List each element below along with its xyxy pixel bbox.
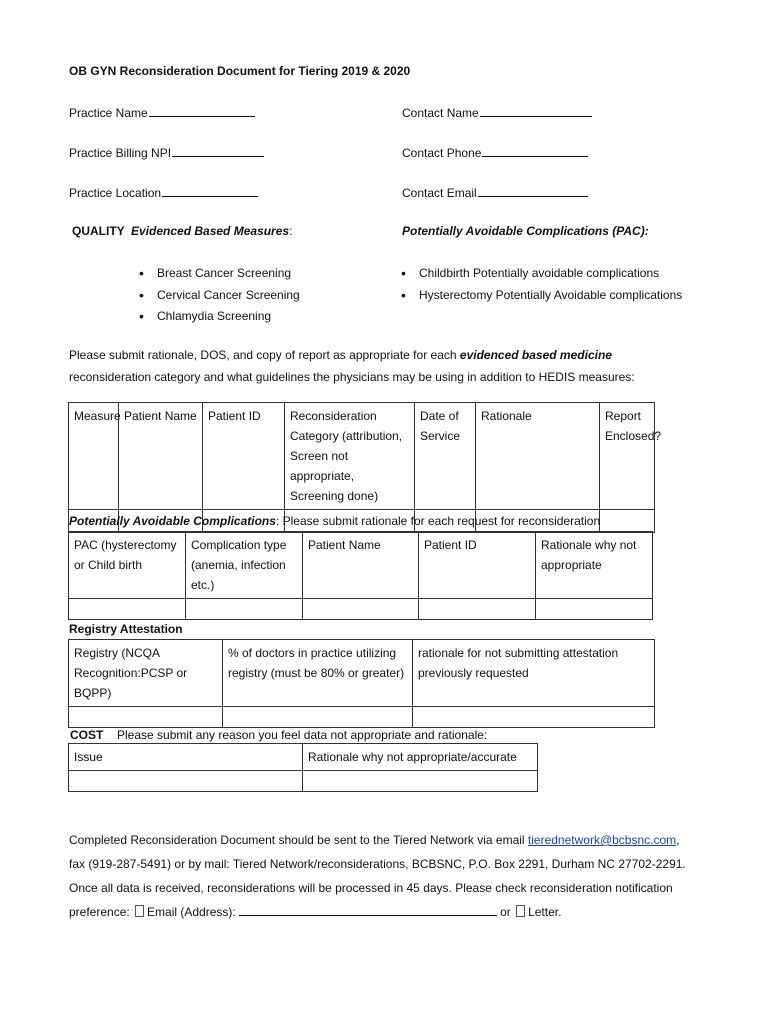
header-percent-doctors: % of doctors in practice utilizing registry (must be 80% or greater): [223, 640, 413, 707]
header-measure: Measure: [69, 403, 119, 510]
list-item: • Breast Cancer Screening: [139, 265, 300, 287]
ebm-heading: [131, 224, 292, 238]
contact-email-field[interactable]: [402, 184, 588, 200]
ebm-heading-colon: :: [289, 224, 293, 238]
registry-table: [68, 639, 655, 728]
table-header-row: [69, 640, 655, 707]
table-cell[interactable]: [223, 707, 413, 728]
footer-text-2: , fax (919-287-5491) or by mail: Tiered Network/reconsiderations, BCBSNC, P.O. Box 2291, Durham NC 27702-2291. Once all data is received, reconsiderations will be processed in 45 days. Please check reconsideration notification preference:: [69, 833, 686, 919]
registry-heading: Registry Attestation: [69, 622, 183, 636]
cost-label: COST: [70, 728, 104, 742]
list-item: • Hysterectomy Potentially Avoidable complications: [401, 287, 682, 309]
header-rationale-why-not: Rationale why not appropriate: [536, 532, 653, 599]
header-date-of-service: Date of Service: [415, 403, 476, 510]
header-patient-id: Patient ID: [419, 532, 536, 599]
table-cell[interactable]: [69, 771, 303, 792]
submission-instructions: [69, 828, 694, 924]
list-item: • Cervical Cancer Screening: [139, 287, 300, 309]
header-pac-type: PAC (hysterectomy or Child birth: [69, 532, 186, 599]
practice-billing-npi-field[interactable]: [69, 144, 264, 160]
contact-name-field[interactable]: [402, 104, 592, 120]
header-registry: Registry (NCQA Recognition:PCSP or BQPP): [69, 640, 223, 707]
header-patient-id: Patient ID: [203, 403, 285, 510]
table-cell[interactable]: [303, 771, 538, 792]
table-header-row: [69, 532, 653, 599]
ebm-measure-list: [139, 265, 300, 330]
contact-phone-field[interactable]: [402, 144, 588, 160]
practice-name-field[interactable]: [69, 104, 255, 120]
email-preference-checkbox[interactable]: [135, 905, 144, 917]
pac-section-title: Potentially Avoidable Complications: [69, 514, 276, 528]
table-cell[interactable]: [413, 707, 655, 728]
quality-label: QUALITY: [72, 224, 125, 238]
header-complication-type: Complication type (anemia, infection etc.): [186, 532, 303, 599]
cost-instruction: Please submit any reason you feel data not appropriate and rationale:: [117, 728, 488, 742]
practice-billing-npi-label: Practice Billing NPI: [69, 146, 172, 160]
pac-heading: Potentially Avoidable Complications (PAC):: [402, 224, 649, 238]
practice-location-field[interactable]: [69, 184, 258, 200]
header-rationale-accurate: Rationale why not appropriate/accurate: [303, 744, 538, 771]
practice-billing-npi-blank[interactable]: [172, 144, 264, 157]
table-cell[interactable]: [69, 707, 223, 728]
list-item: • Chlamydia Screening: [139, 308, 300, 330]
letter-option-label: Letter.: [528, 905, 562, 919]
contact-phone-label: Contact Phone: [402, 146, 482, 160]
table-header-row: [69, 744, 538, 771]
table-cell[interactable]: [186, 599, 303, 620]
email-option-label: Email (Address):: [147, 905, 236, 919]
practice-location-blank[interactable]: [162, 184, 258, 197]
table-row[interactable]: [69, 771, 538, 792]
ebm-instructions-emphasis: evidenced based medicine: [459, 348, 612, 362]
list-item: • Childbirth Potentially avoidable complications: [401, 265, 682, 287]
practice-location-label: Practice Location: [69, 186, 162, 200]
table-row[interactable]: [69, 599, 653, 620]
table-cell[interactable]: [600, 510, 655, 533]
footer-text-1: Completed Reconsideration Document should be sent to the Tiered Network via email: [69, 833, 528, 847]
header-issue: Issue: [69, 744, 303, 771]
practice-name-blank[interactable]: [149, 104, 255, 117]
table-cell[interactable]: [69, 599, 186, 620]
table-cell[interactable]: [419, 599, 536, 620]
pac-table: [68, 531, 653, 620]
email-address-blank[interactable]: [239, 903, 497, 916]
table-header-row: [69, 403, 655, 510]
page-title: OB GYN Reconsideration Document for Tiering 2019 & 2020: [69, 64, 411, 78]
table-cell[interactable]: [303, 599, 419, 620]
tiered-network-email-link[interactable]: tierednetwork@bcbsnc.com: [527, 833, 677, 847]
header-rationale: Rationale: [476, 403, 600, 510]
contact-name-label: Contact Name: [402, 106, 479, 120]
contact-email-blank[interactable]: [478, 184, 588, 197]
ebm-heading-text: Evidenced Based Measures: [131, 224, 290, 238]
practice-name-label: Practice Name: [69, 106, 148, 120]
header-reconsideration-category: Reconsideration Category (attribution, Screen not appropriate, Screening done): [285, 403, 415, 510]
pac-section-instruction: : Please submit rationale for each request for reconsideration: [275, 514, 601, 528]
contact-phone-blank[interactable]: [482, 144, 588, 157]
header-patient-name: Patient Name: [119, 403, 203, 510]
header-report-enclosed: Report Enclosed?: [600, 403, 655, 510]
pac-list: [401, 265, 682, 308]
pac-section-heading: [69, 514, 600, 528]
ebm-instructions: [69, 344, 679, 410]
header-rationale-attestation: rationale for not submitting attestation previously requested: [413, 640, 655, 707]
table-cell[interactable]: [536, 599, 653, 620]
cost-table: [68, 743, 538, 792]
contact-email-label: Contact Email: [402, 186, 477, 200]
header-patient-name: Patient Name: [303, 532, 419, 599]
ebm-instructions-text-2: reconsideration category and what guidelines the physicians may be using in addition to HEDIS measures:: [69, 370, 635, 384]
letter-preference-checkbox[interactable]: [516, 905, 525, 917]
contact-name-blank[interactable]: [480, 104, 592, 117]
ebm-instructions-text-1: Please submit rationale, DOS, and copy of report as appropriate for each: [69, 348, 460, 362]
or-text: or: [496, 905, 515, 919]
table-row[interactable]: [69, 707, 655, 728]
